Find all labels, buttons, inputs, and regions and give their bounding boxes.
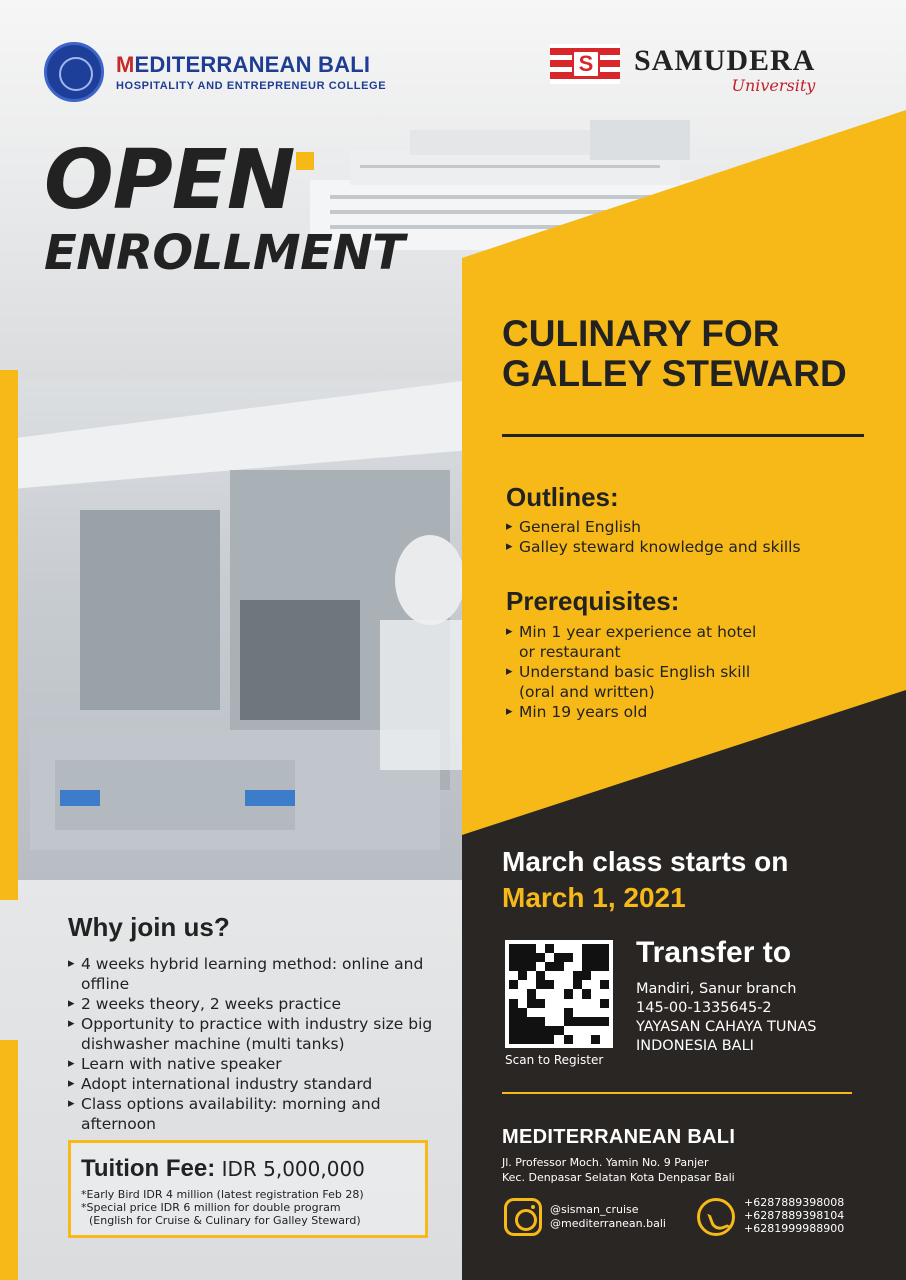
accent-strip-left (0, 370, 18, 900)
samudera-mark: S (572, 50, 600, 78)
course-title-line2: GALLEY STEWARD (502, 353, 847, 394)
divider (502, 434, 864, 437)
why-join-list (68, 954, 438, 1134)
mediterranean-bali-logo (44, 42, 386, 102)
list-item: ▸ Min 19 years old (506, 702, 776, 722)
divider (502, 1092, 852, 1094)
qr-pattern (509, 944, 609, 1044)
phone-numbers (744, 1196, 844, 1235)
phone-number[interactable]: +6287889398104 (744, 1209, 845, 1222)
samudera-sub: University (731, 76, 816, 95)
class-start-date: March 1, 2021 (502, 882, 686, 913)
list-item: ▸ Class options availability: morning and afternoon (68, 1094, 438, 1134)
list-item: ▸ Galley steward knowledge and skills (506, 537, 866, 557)
list-item: ▸ Learn with native speaker (68, 1054, 438, 1074)
college-name (116, 52, 386, 78)
course-title (502, 314, 882, 394)
class-start-label: March class starts on (502, 846, 789, 877)
address-line2: Kec. Denpasar Selatan Kota Denpasar Bali (502, 1171, 735, 1184)
outlines-list (506, 517, 866, 557)
list-item: ▸ 2 weeks theory, 2 weeks practice (68, 994, 438, 1014)
samudera-university-logo (550, 44, 815, 95)
tuition-fee-box (68, 1140, 428, 1238)
prerequisites-heading: Prerequisites: (506, 586, 680, 616)
transfer-details (636, 980, 816, 1056)
tuition-fee-amount: IDR 5,000,000 (221, 1157, 365, 1181)
fee-note: *Special price IDR 6 million for double program (81, 1201, 341, 1214)
instagram-handles (550, 1203, 666, 1231)
instagram-icon[interactable] (504, 1198, 542, 1236)
instagram-handle[interactable]: @sisman_cruise (550, 1203, 639, 1216)
open-title: OPEN (44, 133, 295, 228)
account-number: 145-00-1335645-2 (636, 1000, 772, 1016)
account-holder-line2: INDONESIA BALI (636, 1038, 754, 1054)
college-name-initial: M (116, 52, 135, 77)
prerequisites-list (506, 622, 776, 722)
contact-address (502, 1155, 735, 1185)
college-subtitle: HOSPITALITY AND ENTREPRENEUR COLLEGE (116, 80, 387, 92)
bank-name: Mandiri, Sanur branch (636, 981, 797, 997)
accent-strip-left-bottom (0, 1040, 18, 1280)
tuition-fee-notes (81, 1188, 364, 1227)
register-qr-code[interactable] (505, 940, 613, 1048)
transfer-heading: Transfer to (636, 936, 792, 969)
why-join-heading: Why join us? (68, 912, 230, 942)
list-item: ▸ 4 weeks hybrid learning method: online and offline (68, 954, 438, 994)
tuition-fee-label: Tuition Fee: (81, 1155, 216, 1182)
college-seal-icon (44, 42, 104, 102)
phone-number[interactable]: +6281999988900 (744, 1222, 845, 1235)
college-name-rest: EDITERRANEAN BALI (134, 52, 371, 77)
phone-number[interactable]: +6287889398008 (744, 1196, 845, 1209)
qr-caption: Scan to Register (505, 1053, 604, 1067)
samudera-name: SAMUDERA (634, 44, 816, 77)
accent-square (296, 152, 314, 170)
outlines-heading: Outlines: (506, 482, 619, 512)
tuition-fee (81, 1155, 365, 1183)
whatsapp-icon[interactable] (697, 1198, 735, 1236)
list-item: ▸ Min 1 year experience at hotel or restaurant (506, 622, 776, 662)
list-item: ▸ Opportunity to practice with industry size big dishwasher machine (multi tanks) (68, 1014, 438, 1054)
list-item: ▸ Understand basic English skill (oral and written) (506, 662, 776, 702)
course-title-line1: CULINARY FOR (502, 313, 780, 354)
fee-note: *Early Bird IDR 4 million (latest registration Feb 28) (81, 1188, 364, 1201)
fee-note: (English for Cruise & Culinary for Galley Steward) (89, 1214, 361, 1227)
account-holder-line1: YAYASAN CAHAYA TUNAS (636, 1019, 817, 1035)
contact-name: MEDITERRANEAN BALI (502, 1126, 736, 1148)
list-item: ▸ General English (506, 517, 866, 537)
list-item: ▸ Adopt international industry standard (68, 1074, 438, 1094)
instagram-handle[interactable]: @mediterranean.bali (550, 1217, 666, 1230)
address-line1: Jl. Professor Moch. Yamin No. 9 Panjer (502, 1156, 709, 1169)
enrollment-title: ENROLLMENT (44, 225, 405, 281)
samudera-flag-icon (550, 44, 620, 84)
